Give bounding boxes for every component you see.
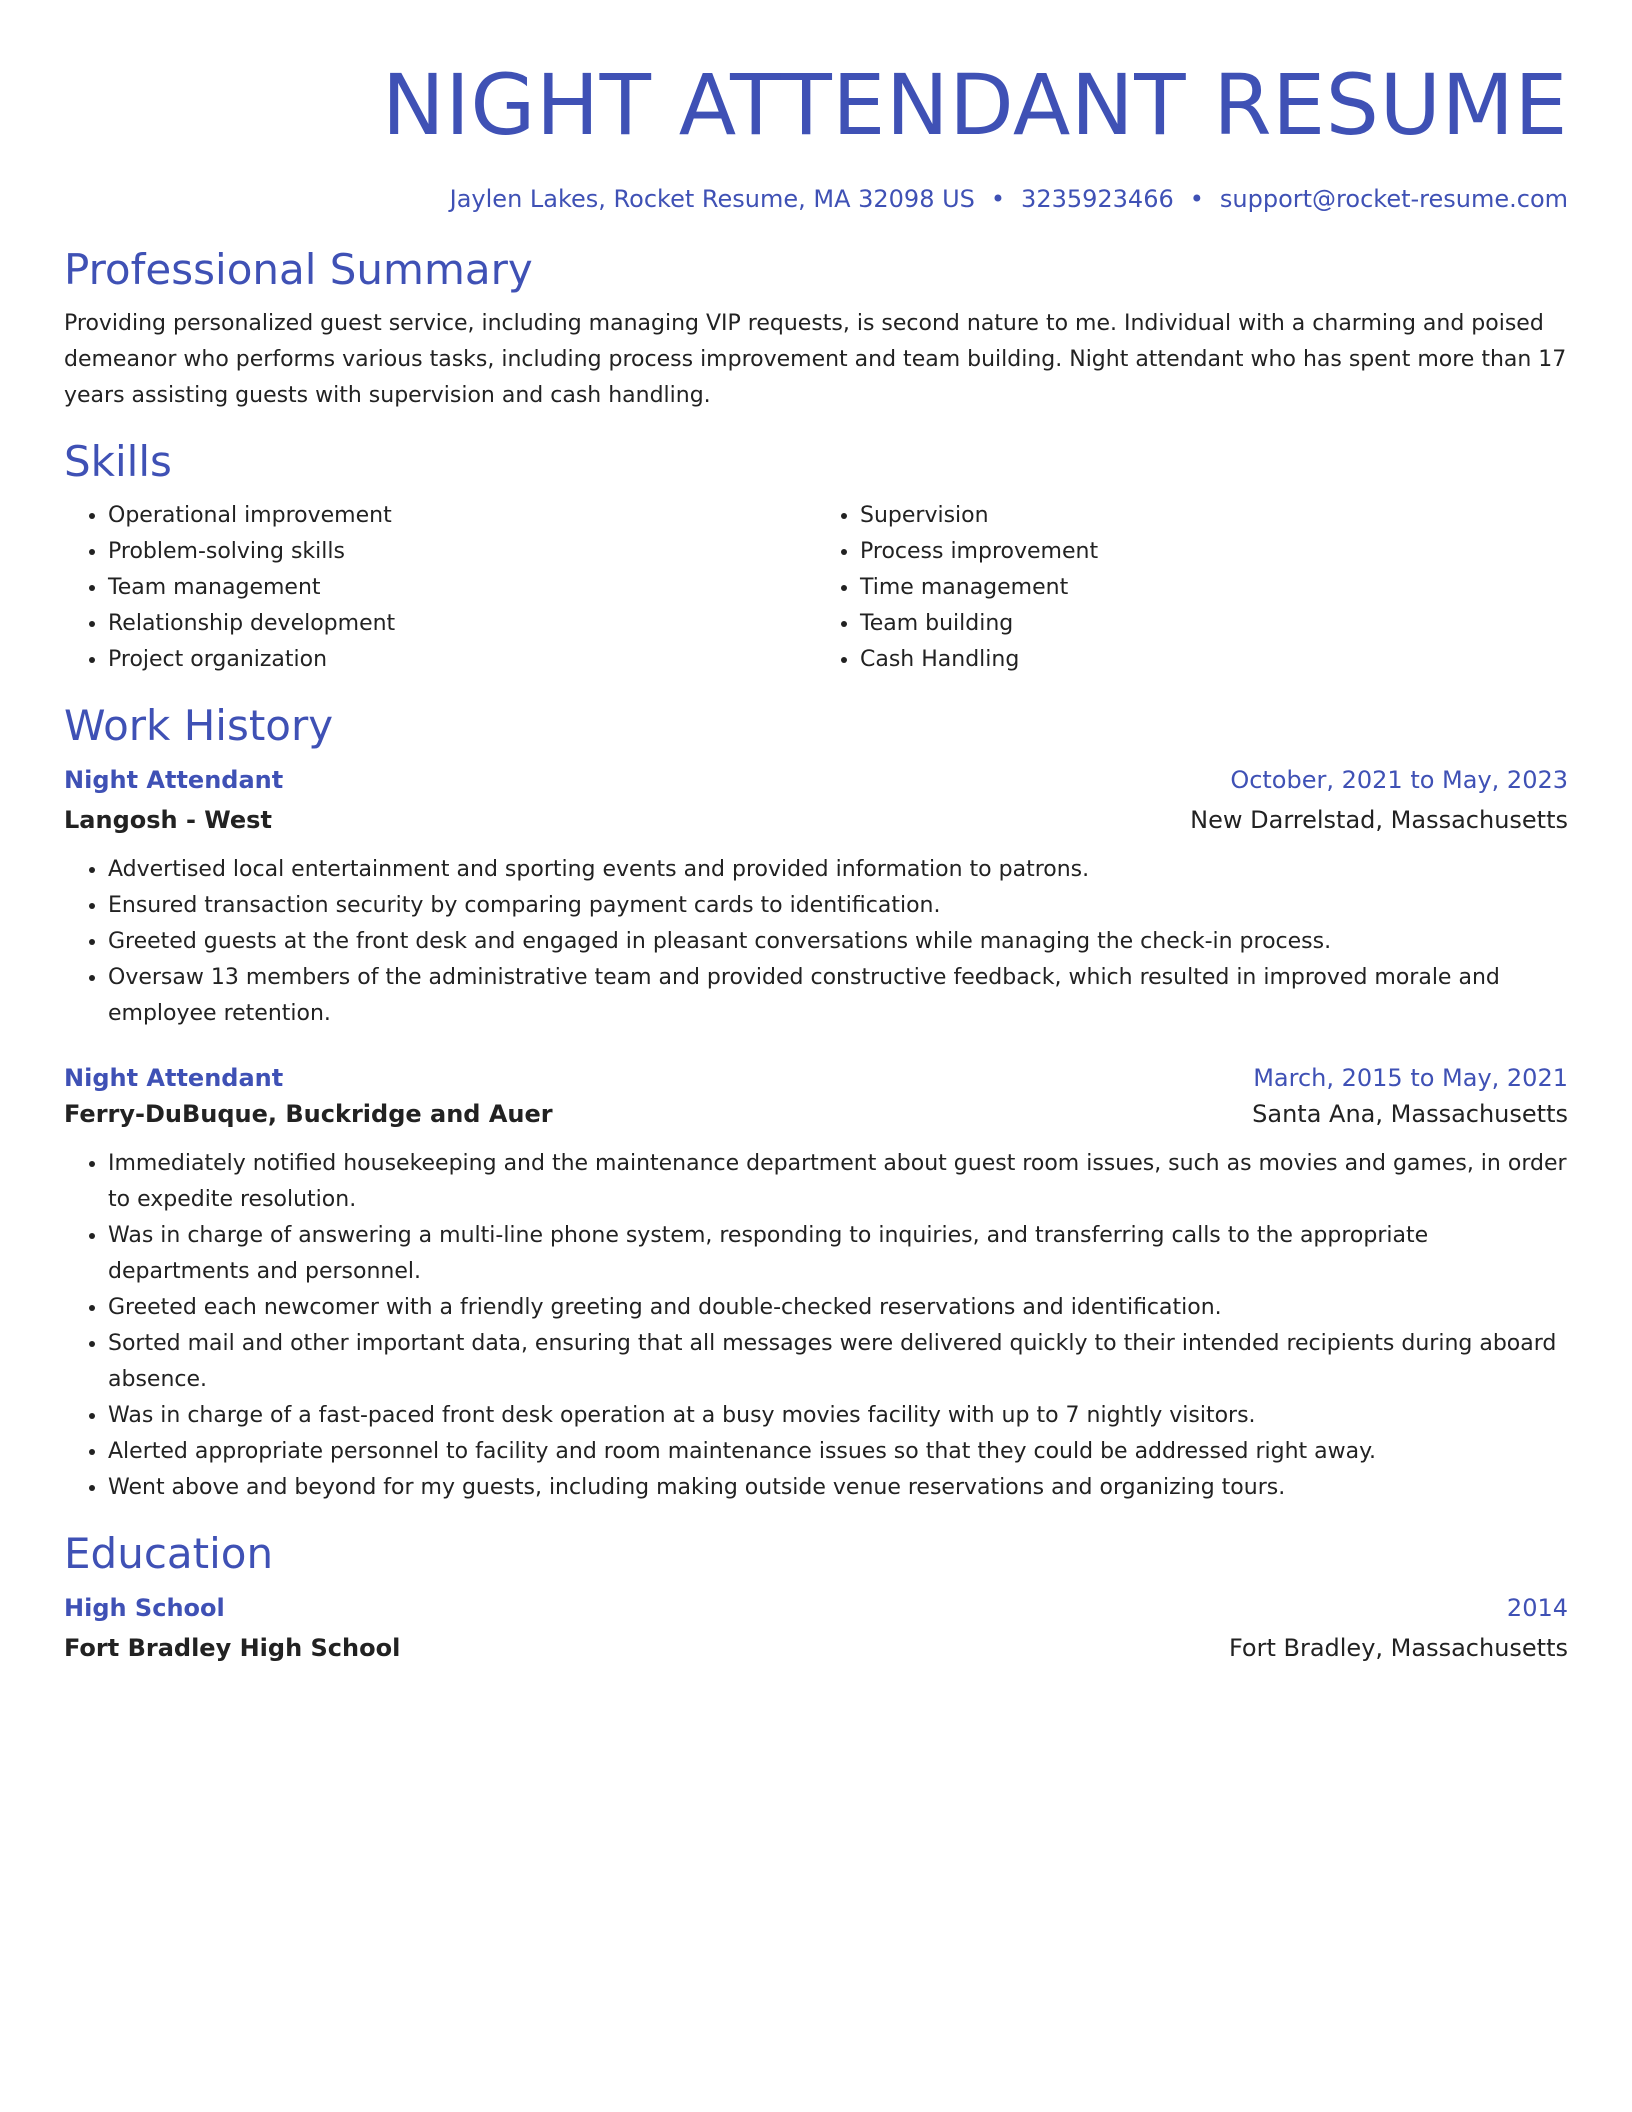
job-duty: • Advertised local entertainment and sporting events and provided information to patrons.: [108, 852, 1568, 888]
skills-column-left: [64, 498, 816, 678]
job-location: Santa Ana, Massachusetts: [1252, 1100, 1568, 1128]
job-entry: [64, 762, 1568, 1032]
education-location: Fort Bradley, Massachusetts: [1228, 1634, 1568, 1662]
contact-line: [64, 184, 1568, 214]
skill-item: • Cash Handling: [860, 642, 1568, 678]
skill-item: • Supervision: [860, 498, 1568, 534]
contact-phone: 3235923466: [1021, 185, 1174, 213]
job-duty: • Immediately notified housekeeping and the maintenance department about guest room issues, such as movies and games, in order to expedite resolution.: [108, 1146, 1568, 1218]
summary-text: Providing personalized guest service, including managing VIP requests, is second nature to me. Individual with a charming and poised demeanor who performs various tasks, including process improvement and team building. Night attendant who has spent more than 17 years assisting guests with supervision and cash handling.: [64, 311, 1567, 408]
job-duty: • Ensured transaction security by comparing payment cards to identification.: [108, 888, 1568, 924]
skills-column-right: [816, 498, 1568, 678]
contact-separator: •: [990, 185, 1006, 213]
summary-heading: Professional Summary: [64, 245, 533, 294]
job-header-row: [64, 1060, 1568, 1096]
job-company-row: [64, 802, 1568, 838]
education-school: Fort Bradley High School: [64, 1634, 401, 1662]
contact-address: Jaylen Lakes, Rocket Resume, MA 32098 US: [449, 185, 975, 213]
skill-item: • Relationship development: [108, 606, 816, 642]
job-duty: • Was in charge of answering a multi-line phone system, responding to inquiries, and transferring calls to the appropriate departments and personnel.: [108, 1218, 1568, 1290]
contact-separator: •: [1189, 185, 1204, 213]
job-company: Ferry-DuBuque, Buckridge and Auer: [64, 1100, 553, 1128]
job-location: New Darrelstad, Massachusetts: [1190, 806, 1568, 834]
job-duties: [64, 1146, 1568, 1506]
job-company: Langosh - West: [64, 806, 272, 834]
job-title: Night Attendant: [64, 1064, 284, 1092]
job-duty: • Went above and beyond for my guests, including making outside venue reservations and organizing tours.: [108, 1470, 1568, 1506]
skills-list: [64, 498, 1568, 678]
education-header-row: [64, 1590, 1568, 1626]
job-duty: • Was in charge of a fast-paced front desk operation at a busy movies facility with up to 7 nightly visitors.: [108, 1398, 1568, 1434]
skill-item: • Process improvement: [860, 534, 1568, 570]
skills-heading: Skills: [64, 437, 172, 486]
resume-title: NIGHT ATTENDANT RESUME: [381, 56, 1568, 154]
skill-item: • Operational improvement: [108, 498, 816, 534]
job-dates: March, 2015 to May, 2021: [1253, 1064, 1568, 1092]
skill-item: • Team building: [860, 606, 1568, 642]
skill-item: • Time management: [860, 570, 1568, 606]
skill-item: • Team management: [108, 570, 816, 606]
education-entry: [64, 1590, 1568, 1666]
skill-item: • Problem-solving skills: [108, 534, 816, 570]
skill-item: • Project organization: [108, 642, 816, 678]
education-school-row: [64, 1630, 1568, 1666]
job-header-row: [64, 762, 1568, 798]
education-degree: High School: [64, 1594, 225, 1622]
job-title: Night Attendant: [64, 766, 284, 794]
job-entry: [64, 1060, 1568, 1506]
education-heading: Education: [64, 1529, 274, 1578]
job-dates: October, 2021 to May, 2023: [1230, 766, 1568, 794]
job-duty: • Greeted each newcomer with a friendly greeting and double-checked reservations and identification.: [108, 1290, 1568, 1326]
job-duty: • Alerted appropriate personnel to facility and room maintenance issues so that they could be addressed right away.: [108, 1434, 1568, 1470]
job-duty: • Sorted mail and other important data, ensuring that all messages were delivered quickly to their intended recipients during aboard absence.: [108, 1326, 1568, 1398]
job-duties: [64, 852, 1568, 1032]
work-history-heading: Work History: [64, 701, 334, 750]
education-year: 2014: [1506, 1594, 1568, 1622]
job-company-row: [64, 1096, 1568, 1132]
contact-email[interactable]: support@rocket-resume.com: [1219, 185, 1568, 213]
job-duty: • Oversaw 13 members of the administrative team and provided constructive feedback, which resulted in improved morale and employee retention.: [108, 960, 1568, 1032]
job-duty: • Greeted guests at the front desk and engaged in pleasant conversations while managing the check-in process.: [108, 924, 1568, 960]
